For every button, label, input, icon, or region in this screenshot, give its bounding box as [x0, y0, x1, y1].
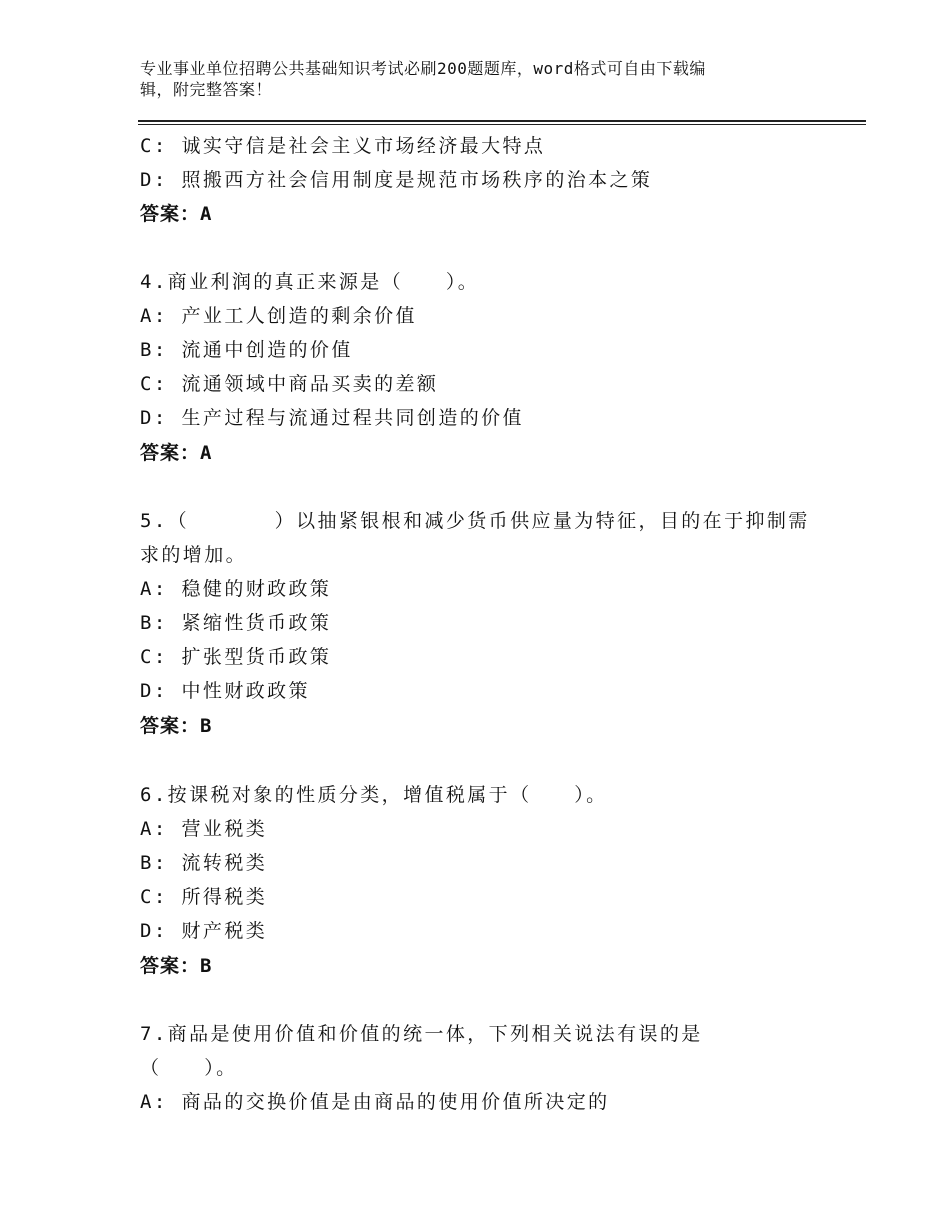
q4-stem: 4.商业利润的真正来源是（ ）。 [140, 271, 480, 293]
q4-option-d: D: 生产过程与流通过程共同创造的价值 [140, 407, 524, 429]
q6-option-a: A: 营业税类 [140, 818, 268, 840]
q7-stem-line-1: 7.商品是使用价值和价值的统一体，下列相关说法有误的是 [140, 1023, 703, 1045]
q5-stem-line-1: 5.（ ）以抽紧银根和减少货币供应量为特征，目的在于抑制需 [140, 510, 810, 532]
q3-option-c: C: 诚实守信是社会主义市场经济最大特点 [140, 135, 546, 157]
q4-answer: 答案：A [140, 442, 213, 464]
q6-option-d: D: 财产税类 [140, 920, 268, 942]
q5-stem-line-2: 求的增加。 [140, 544, 248, 566]
q3-answer: 答案：A [140, 203, 213, 225]
header-divider-thick [138, 120, 866, 122]
q5-option-a: A: 稳健的财政政策 [140, 578, 332, 600]
q5-option-b: B: 紧缩性货币政策 [140, 612, 332, 634]
header-divider-thin [138, 124, 866, 125]
header-line-1: 专业事业单位招聘公共基础知识考试必刷200题题库，word格式可自由下载编 [140, 59, 706, 78]
document-header [140, 58, 790, 100]
q5-option-c: C: 扩张型货币政策 [140, 646, 332, 668]
header-line-2: 辑，附完整答案！ [140, 80, 273, 99]
q6-option-c: C: 所得税类 [140, 886, 268, 908]
q6-answer: 答案：B [140, 955, 213, 977]
q4-option-a: A: 产业工人创造的剩余价值 [140, 305, 417, 327]
q6-stem: 6.按课税对象的性质分类，增值税属于（ ）。 [140, 784, 608, 806]
q7-stem-line-2: （ ）。 [140, 1057, 238, 1079]
q4-option-c: C: 流通领域中商品买卖的差额 [140, 373, 439, 395]
q7-option-a: A: 商品的交换价值是由商品的使用价值所决定的 [140, 1091, 610, 1113]
q3-option-d: D: 照搬西方社会信用制度是规范市场秩序的治本之策 [140, 169, 653, 191]
q5-answer: 答案：B [140, 715, 213, 737]
q4-option-b: B: 流通中创造的价值 [140, 339, 353, 361]
q5-option-d: D: 中性财政政策 [140, 680, 310, 702]
q6-option-b: B: 流转税类 [140, 852, 268, 874]
